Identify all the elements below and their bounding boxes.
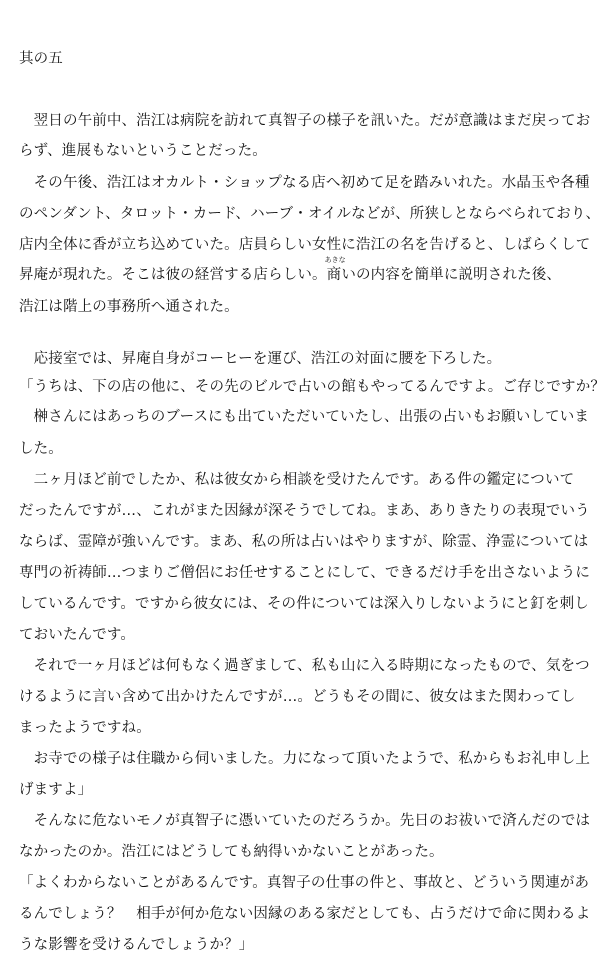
text-line: うな影響を受けるんでしょうか？」 [19,937,254,953]
ruby-reading: あきな [324,256,346,264]
text-line: 榊さんにはあっちのブースにも出ていただいていたし、出張の占いもお願いしていま [19,409,590,425]
text-line: るんでしょう？ 相手が何か危ない因縁のある家だとしても、占うだけで命に関わるよ [19,906,591,922]
text-line: 浩江は階上の事務所へ通された。 [19,299,239,315]
text-line: お寺での様子は住職から伺いました。力になって頂いたようで、私からもお礼申し上 [19,751,591,767]
text-line: まったようですね。 [19,720,151,736]
text-line: その午後、浩江はオカルト・ショップなる店へ初めて足を踏みいれた。水晶玉や各種 [19,175,590,191]
text-segment: 昇庵が現れた。そこは彼の経営する店らしい。 [19,267,327,283]
text-line-with-ruby [19,256,599,285]
ruby-annotated-char [324,256,346,285]
text-line: なかったのか。浩江にはどうしても納得いかないことがあった。 [19,844,444,860]
text-line: のペンダント、タロット・カード、ハーブ・オイルなどが、所狭しとならべられており、 [19,206,601,222]
text-line: ておいたんです。 [19,627,136,643]
text-line: そんなに危ないモノが真智子に憑いていたのだろうか。先日のお祓いで済んだのでは [19,813,591,829]
text-line: それで一ヶ月ほどは何もなく過ぎまして、私も山に入る時期になったもので、気をつ [19,658,590,674]
text-line: 応接室では、昇庵自身がコーヒーを運び、浩江の対面に腰を下ろした。 [19,351,502,367]
text-line: けるように言い含めて出かけたんですが…。どうもその間に、彼女はまた関わってし [19,689,576,705]
text-line: 「うちは、下の店の他に、その先のビルで占いの館もやってるんですよ。ご存じですか？ [19,379,605,395]
text-line: した。 [19,441,63,457]
text-line: 翌日の午前中、浩江は病院を訪れて真智子の様子を訊いた。だが意識はまだ戻ってお [19,113,591,129]
text-line: しているんです。ですから彼女には、その件については深入りしないようにと釘を刺し [19,596,589,612]
text-line: 店内全体に香が立ち込めていた。店員らしい女性に浩江の名を告げると、しばらくして [19,237,591,253]
text-line: げますよ」 [19,782,93,798]
text-line: 専門の祈祷師…つまりご僧侶にお任せすることにして、できるだけ手を出さないように [19,565,591,581]
text-segment: いの内容を簡単に説明された後、 [341,267,562,283]
ruby-base: 商 [326,267,342,283]
text-line: だったんですが…、これがまた因縁が深そうでしてね。まあ、ありきたりの表現でいう [19,503,590,519]
text-line: らず、進展もないということだった。 [19,143,267,159]
chapter-title: 其の五 [19,51,63,67]
text-line: 「よくわからないことがあるんです。真智子の仕事の件と、事故と、どういう関連があ [19,875,590,891]
text-line: 二ヶ月ほど前でしたか、私は彼女から相談を受けたんです。ある件の鑑定について [19,472,575,488]
text-line: ならば、霊障が強いんです。まあ、私の所は占いはやりますが、除霊、浄霊については [19,534,589,550]
